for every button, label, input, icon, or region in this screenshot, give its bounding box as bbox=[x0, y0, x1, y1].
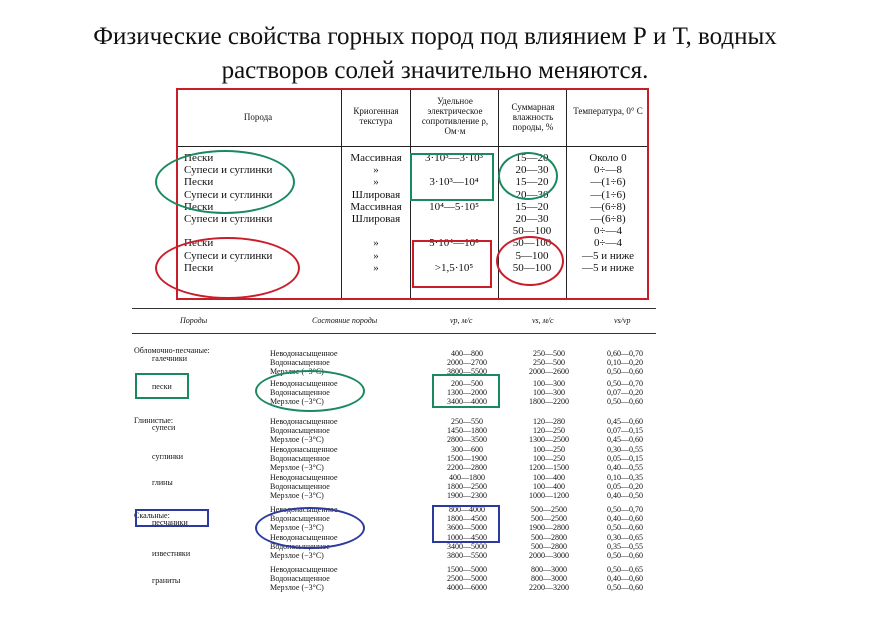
bottom-state-cell: Неводонасыщенное bbox=[270, 417, 338, 426]
bottom-state-cell: Неводонасыщенное bbox=[270, 505, 338, 514]
bottom-vs-cell: 100—300 bbox=[533, 388, 565, 397]
bottom-ratio-cell: 0,35—0,55 bbox=[607, 542, 643, 551]
bottom-vs-cell: 100—300 bbox=[533, 379, 565, 388]
top-cryo-cell: Массивная bbox=[350, 152, 402, 164]
bottom-vp-cell: 3600—5000 bbox=[447, 523, 487, 532]
bottom-state-cell: Неводонасыщенное bbox=[270, 379, 338, 388]
bottom-vp-cell: 1800—2500 bbox=[447, 482, 487, 491]
top-temp-cell: —5 и ниже bbox=[582, 261, 634, 274]
bottom-ratio-cell: 0,45—0,60 bbox=[607, 417, 643, 426]
bottom-vs-cell: 120—280 bbox=[533, 417, 565, 426]
green-box-sands-label bbox=[135, 373, 189, 399]
top-cryo-cell: » bbox=[373, 164, 379, 177]
top-temp-cell: 0÷—8 bbox=[593, 164, 623, 177]
bottom-state-cell: Мерзлое (−3°С) bbox=[270, 463, 324, 472]
slide-title-line-1: Физические свойства горных пород под влиянием Р и Т, водных bbox=[93, 23, 777, 50]
bottom-ratio-cell: 0,40—0,60 bbox=[607, 514, 643, 523]
green-ellipse-sands bbox=[155, 150, 295, 214]
header-divider bbox=[178, 146, 647, 147]
bottom-state-cell: Неводонасыщенное bbox=[270, 533, 338, 542]
rock-name: суглинки bbox=[152, 452, 184, 461]
bottom-vs-cell: 100—400 bbox=[533, 482, 565, 491]
top-moist-cell: 20—30 bbox=[515, 213, 549, 225]
top-moist-cell: 15—20 bbox=[515, 200, 549, 213]
bottom-vs-cell: 500—2800 bbox=[531, 542, 567, 551]
bottom-vp-cell: 800—4000 bbox=[449, 505, 485, 514]
top-temp-cell: —(1÷6) bbox=[590, 188, 626, 201]
bottom-state-cell: Мерзлое (−3°С) bbox=[270, 551, 324, 560]
bottom-ratio-cell: 0,07—0,20 bbox=[607, 388, 643, 397]
header-cryo: Криогенная текстура bbox=[353, 106, 399, 126]
seismic-velocity-table bbox=[132, 303, 656, 603]
rock-name: глины bbox=[152, 478, 173, 487]
bottom-vs-cell: 2000—3000 bbox=[529, 551, 569, 560]
top-rock-cell: Пески bbox=[184, 261, 214, 274]
table-top-line bbox=[132, 308, 656, 309]
bottom-state-cell: Водонасыщенное bbox=[270, 358, 330, 367]
top-moist-cell: 50—100 bbox=[512, 261, 552, 274]
bottom-vs-cell: 100—250 bbox=[533, 454, 565, 463]
top-temp-cell: 0÷—4 bbox=[593, 225, 623, 238]
header-resistivity: Удельное электрическое сопротивление ρ, Ом·м bbox=[421, 96, 489, 136]
top-moist-cell: 15—20 bbox=[515, 152, 549, 164]
header-rock: Порода bbox=[243, 112, 273, 122]
bottom-vp-cell: 1000—4500 bbox=[447, 533, 487, 542]
bottom-ratio-cell: 0,05—0,15 bbox=[607, 454, 643, 463]
top-resist-cell: >1,5·10⁵ bbox=[434, 261, 474, 274]
bottom-ratio-cell: 0,50—0,70 bbox=[607, 505, 643, 514]
bottom-state-cell: Водонасыщенное bbox=[270, 388, 330, 397]
bottom-vs-cell: 100—400 bbox=[533, 473, 565, 482]
rock-name: пески bbox=[152, 382, 172, 391]
bottom-ratio-cell: 0,50—0,60 bbox=[607, 523, 643, 532]
top-temp-cell: —(6÷8) bbox=[590, 213, 626, 225]
bottom-vp-cell: 3400—4000 bbox=[447, 397, 487, 406]
red-ellipse-moisture bbox=[496, 236, 564, 286]
bottom-vp-cell: 2500—5000 bbox=[447, 574, 487, 583]
top-rock-cell: Пески bbox=[184, 200, 214, 213]
bottom-vp-cell: 3800—5500 bbox=[447, 551, 487, 560]
bottom-ratio-cell: 0,40—0,55 bbox=[607, 463, 643, 472]
top-cryo-cell: Шлировая bbox=[351, 188, 401, 201]
bottom-vs-cell: 2000—2600 bbox=[529, 367, 569, 376]
bottom-ratio-cell: 0,40—0,50 bbox=[607, 491, 643, 500]
bottom-vp-cell: 400—800 bbox=[451, 349, 483, 358]
bottom-vp-cell: 200—500 bbox=[451, 379, 483, 388]
top-rock-cell: Пески bbox=[184, 152, 214, 164]
blue-box-vp bbox=[432, 505, 500, 543]
bottom-ratio-cell: 0,07—0,15 bbox=[607, 426, 643, 435]
slide-title-line-2: растворов солей значительно меняются. bbox=[221, 57, 649, 84]
bottom-ratio-cell: 0,50—0,60 bbox=[607, 551, 643, 560]
green-ellipse-state bbox=[255, 370, 365, 412]
bottom-vs-cell: 2200—3200 bbox=[529, 583, 569, 592]
header-moisture: Суммарная влажность породы, % bbox=[511, 102, 555, 132]
header-state: Состояние породы bbox=[312, 316, 378, 325]
top-temp-cell: —(1÷6) bbox=[590, 176, 626, 189]
red-ellipse-sands bbox=[155, 237, 300, 299]
bottom-state-cell: Водонасыщенное bbox=[270, 454, 330, 463]
group-label: Глинистые: bbox=[134, 416, 174, 425]
bottom-vs-cell: 500—2800 bbox=[531, 533, 567, 542]
top-temp-cell: Около 0 bbox=[589, 152, 627, 164]
top-rock-cell: Пески bbox=[184, 176, 214, 189]
blue-ellipse-state bbox=[255, 507, 365, 549]
green-ellipse-moisture bbox=[498, 152, 558, 200]
bottom-state-cell: Водонасыщенное bbox=[270, 514, 330, 523]
header-vs: vs, м/с bbox=[532, 316, 554, 325]
bottom-vp-cell: 3400—5000 bbox=[447, 542, 487, 551]
bottom-ratio-cell: 0,40—0,60 bbox=[607, 574, 643, 583]
top-cryo-cell: » bbox=[373, 237, 379, 250]
rock-name: супеси bbox=[152, 423, 176, 432]
bottom-vs-cell: 1800—2200 bbox=[529, 397, 569, 406]
top-temp-cell: —5 и ниже bbox=[582, 249, 634, 262]
bottom-ratio-cell: 0,30—0,55 bbox=[607, 445, 643, 454]
top-moist-cell: 15—20 bbox=[515, 176, 549, 189]
green-box-resistivity bbox=[410, 153, 494, 201]
bottom-vp-cell: 1450—1800 bbox=[447, 426, 487, 435]
red-box-resistivity bbox=[412, 240, 492, 288]
top-cryo-cell: » bbox=[373, 249, 379, 262]
top-moist-cell: 20—30 bbox=[515, 188, 549, 201]
bottom-ratio-cell: 0,50—0,65 bbox=[607, 565, 643, 574]
bottom-vs-cell: 120—250 bbox=[533, 426, 565, 435]
bottom-vp-cell: 1500—5000 bbox=[447, 565, 487, 574]
header-ratio: vs/vp bbox=[614, 316, 631, 325]
header-vp: vp, м/с bbox=[450, 316, 473, 325]
bottom-vs-cell: 1200—1500 bbox=[529, 463, 569, 472]
bottom-state-cell: Неводонасыщенное bbox=[270, 565, 338, 574]
top-rock-cell: Супеси и суглинки bbox=[184, 188, 273, 201]
group-label: Обломочно-песчаные: bbox=[134, 346, 210, 355]
header-divider bbox=[132, 333, 656, 334]
top-rock-cell: Пески bbox=[184, 237, 214, 250]
top-cryo-cell: » bbox=[373, 261, 379, 274]
bottom-state-cell: Водонасыщенное bbox=[270, 574, 330, 583]
bottom-ratio-cell: 0,10—0,20 bbox=[607, 358, 643, 367]
top-cryo-cell: Шлировая bbox=[351, 213, 401, 225]
bottom-vs-cell: 250—500 bbox=[533, 358, 565, 367]
blue-box-sandstone-label bbox=[135, 509, 209, 527]
bottom-vs-cell: 1900—2800 bbox=[529, 523, 569, 532]
bottom-state-cell: Мерзлое (−3°С) bbox=[270, 491, 324, 500]
bottom-state-cell: Водонасыщенное bbox=[270, 482, 330, 491]
rock-name: граниты bbox=[152, 576, 181, 585]
bottom-state-cell: Мерзлое (−3°С) bbox=[270, 583, 324, 592]
bottom-vp-cell: 1300—2000 bbox=[447, 388, 487, 397]
bottom-vs-cell: 800—3000 bbox=[531, 565, 567, 574]
bottom-state-cell: Водонасыщенное bbox=[270, 542, 330, 551]
top-resist-cell: 3·10³—10⁴ bbox=[429, 176, 479, 189]
group-label: Скальные: bbox=[134, 511, 170, 520]
bottom-ratio-cell: 0,50—0,60 bbox=[607, 583, 643, 592]
bottom-state-cell: Мерзлое (−3°С) bbox=[270, 367, 324, 376]
top-rock-cell: Супеси и суглинки bbox=[184, 213, 273, 225]
bottom-state-cell: Неводонасыщенное bbox=[270, 473, 338, 482]
bottom-state-cell: Неводонасыщенное bbox=[270, 445, 338, 454]
bottom-vs-cell: 800—3000 bbox=[531, 574, 567, 583]
bottom-vs-cell: 500—2500 bbox=[531, 514, 567, 523]
bottom-vs-cell: 100—250 bbox=[533, 445, 565, 454]
bottom-vp-cell: 1500—1900 bbox=[447, 454, 487, 463]
top-resist-cell: 10⁴—5·10⁵ bbox=[429, 200, 479, 213]
bottom-vp-cell: 1900—2300 bbox=[447, 491, 487, 500]
bottom-ratio-cell: 0,10—0,35 bbox=[607, 473, 643, 482]
bottom-state-cell: Мерзлое (−3°С) bbox=[270, 523, 324, 532]
bottom-state-cell: Неводонасыщенное bbox=[270, 349, 338, 358]
bottom-state-cell: Водонасыщенное bbox=[270, 426, 330, 435]
top-cryo-cell: Массивная bbox=[350, 200, 402, 213]
bottom-ratio-cell: 0,60—0,70 bbox=[607, 349, 643, 358]
bottom-ratio-cell: 0,30—0,65 bbox=[607, 533, 643, 542]
bottom-ratio-cell: 0,05—0,20 bbox=[607, 482, 643, 491]
bottom-vs-cell: 500—2500 bbox=[531, 505, 567, 514]
bottom-state-cell: Мерзлое (−3°С) bbox=[270, 435, 324, 444]
top-resist-cell: 5·10⁴—10⁵ bbox=[429, 237, 479, 250]
bottom-vp-cell: 2000—2700 bbox=[447, 358, 487, 367]
bottom-vp-cell: 2200—2800 bbox=[447, 463, 487, 472]
bottom-ratio-cell: 0,50—0,60 bbox=[607, 397, 643, 406]
rock-name: известняки bbox=[152, 549, 191, 558]
bottom-vp-cell: 300—600 bbox=[451, 445, 483, 454]
bottom-vp-cell: 1800—4500 bbox=[447, 514, 487, 523]
bottom-vs-cell: 1000—1200 bbox=[529, 491, 569, 500]
bottom-ratio-cell: 0,45—0,60 bbox=[607, 435, 643, 444]
top-resist-cell: 3·10³—3·10³ bbox=[425, 152, 483, 164]
green-box-vp bbox=[432, 374, 500, 408]
top-moist-cell: 20—30 bbox=[515, 164, 549, 177]
header-rock: Породы bbox=[180, 316, 208, 325]
top-temp-cell: —(6÷8) bbox=[590, 200, 626, 213]
top-moist-cell: 5—100 bbox=[515, 249, 549, 262]
bottom-state-cell: Мерзлое (−3°С) bbox=[270, 397, 324, 406]
bottom-vp-cell: 2800—3500 bbox=[447, 435, 487, 444]
bottom-vp-cell: 3800—5500 bbox=[447, 367, 487, 376]
rock-name: галечники bbox=[152, 354, 187, 363]
bottom-vp-cell: 400—1800 bbox=[449, 473, 485, 482]
top-temp-cell: 0÷—4 bbox=[593, 237, 623, 250]
bottom-vs-cell: 1300—2500 bbox=[529, 435, 569, 444]
top-moist-cell: 50—100 bbox=[512, 237, 552, 250]
bottom-vp-cell: 4000—6000 bbox=[447, 583, 487, 592]
bottom-ratio-cell: 0,50—0,60 bbox=[607, 367, 643, 376]
rock-name: песчаники bbox=[152, 518, 188, 527]
top-rock-cell: Супеси и суглинки bbox=[184, 249, 273, 262]
bottom-ratio-cell: 0,50—0,70 bbox=[607, 379, 643, 388]
bottom-vp-cell: 250—550 bbox=[451, 417, 483, 426]
bottom-vs-cell: 250—500 bbox=[533, 349, 565, 358]
header-temperature: Температура, 0° С bbox=[573, 106, 643, 116]
top-moist-cell: 50—100 bbox=[512, 225, 552, 238]
top-cryo-cell: » bbox=[373, 176, 379, 189]
top-rock-cell: Супеси и суглинки bbox=[184, 164, 273, 177]
